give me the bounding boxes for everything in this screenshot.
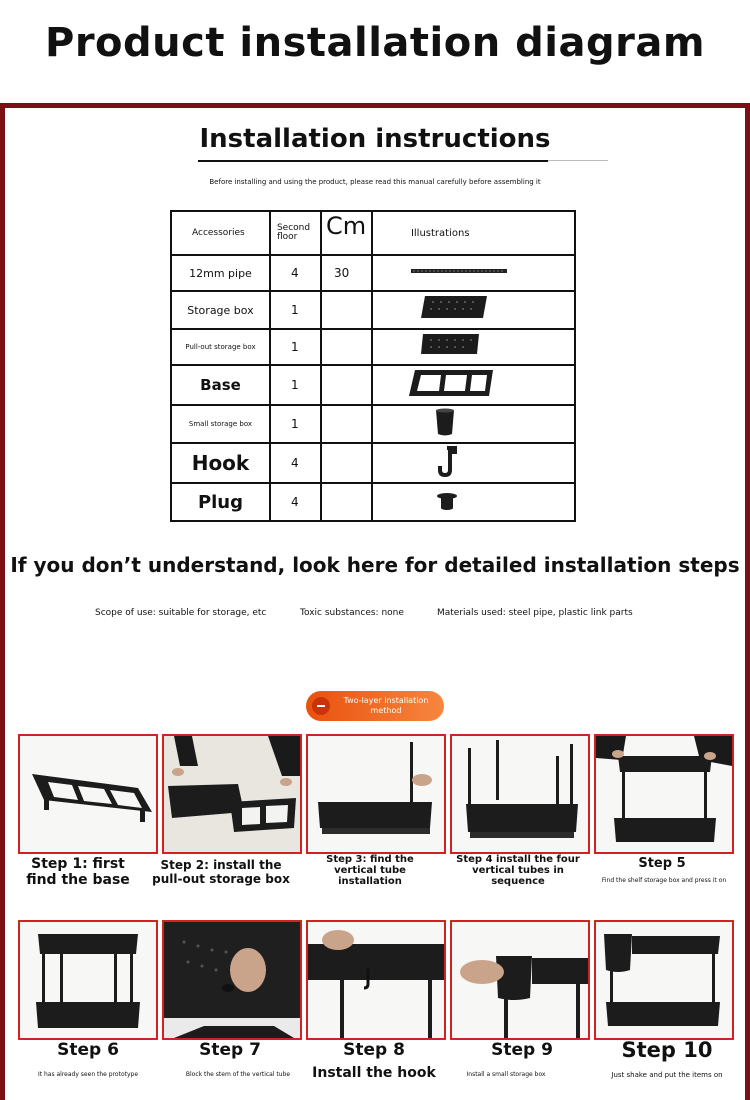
row-cm xyxy=(321,329,372,365)
badge-icon xyxy=(312,697,330,715)
step-5-note: Find the shelf storage box and press it on xyxy=(601,877,727,884)
finished-rack-icon xyxy=(596,922,732,1038)
storage-box-icon xyxy=(373,292,569,324)
read-manual-note: Before installing and using the product, please read this manual carefully before assembling it xyxy=(209,178,541,186)
step-9-image xyxy=(450,920,590,1040)
table-row xyxy=(171,255,575,291)
shelf-press-icon xyxy=(596,736,732,852)
row-cm: 30 xyxy=(321,255,372,291)
table-row xyxy=(171,443,575,483)
four-tubes-icon xyxy=(452,736,588,852)
row-qty: 4 xyxy=(270,443,321,483)
row-qty: 4 xyxy=(270,483,321,521)
row-qty: 1 xyxy=(270,405,321,443)
row-name: Plug xyxy=(171,483,270,521)
row-name: Small storage box xyxy=(171,405,270,443)
row-cm xyxy=(321,365,372,405)
plug-install-icon xyxy=(164,922,300,1038)
table-row xyxy=(171,291,575,329)
shelf-prototype-icon xyxy=(20,922,156,1038)
step-9-note: Install a small storage box xyxy=(466,1071,546,1078)
small-box-icon xyxy=(373,406,569,438)
title-underline xyxy=(198,160,548,162)
step-3-image xyxy=(306,734,446,854)
step-8-title: Step 8 xyxy=(343,1040,405,1060)
detailed-steps-heading: If you don’t understand, look here for detailed installation steps xyxy=(10,553,740,577)
table-row xyxy=(171,483,575,521)
header-cm: Cm xyxy=(321,211,372,255)
table-row xyxy=(171,365,575,405)
row-cm xyxy=(321,291,372,329)
step-2-title: Step 2: install the pull-out storage box xyxy=(152,858,290,886)
step-6-image xyxy=(18,920,158,1040)
step-10-image xyxy=(594,920,734,1040)
step-6-note: It has already seen the prototype xyxy=(37,1071,139,1078)
hook-install-icon xyxy=(308,922,444,1038)
title-underline-faint xyxy=(548,160,608,161)
scope-of-use: Scope of use: suitable for storage, etc xyxy=(95,608,267,618)
plug-icon xyxy=(373,484,569,516)
small-box-install-icon xyxy=(452,922,588,1038)
table-header-row xyxy=(171,211,575,255)
pull-out-install-icon xyxy=(164,736,300,852)
two-layer-badge xyxy=(306,691,444,721)
step-3-title: Step 3: find the vertical tube installation xyxy=(326,854,414,887)
hook-icon xyxy=(373,444,569,478)
badge-label: Two-layer installation method xyxy=(343,696,429,715)
step-2-image xyxy=(162,734,302,854)
step-5-image xyxy=(594,734,734,854)
row-cm xyxy=(321,405,372,443)
step-4-title: Step 4 install the four vertical tubes in sequence xyxy=(456,854,580,887)
header-illustrations: Illustrations xyxy=(372,211,575,255)
header-second-floor: Second floor xyxy=(270,211,321,255)
row-name: Pull-out storage box xyxy=(171,329,270,365)
base-frame-icon xyxy=(373,366,569,400)
vertical-tube-install-icon xyxy=(308,736,444,852)
step-8-note: Install the hook xyxy=(312,1065,436,1081)
row-qty: 1 xyxy=(270,329,321,365)
step-10-title: Step 10 xyxy=(621,1038,713,1062)
accessories-table xyxy=(170,210,576,522)
row-name: 12mm pipe xyxy=(171,255,270,291)
instructions-title: Installation instructions xyxy=(199,124,551,154)
pipe-icon xyxy=(373,256,569,286)
page-title: Product installation diagram xyxy=(45,20,705,66)
step-4-image xyxy=(450,734,590,854)
materials-used: Materials used: steel pipe, plastic link parts xyxy=(437,608,633,618)
row-cm xyxy=(321,483,372,521)
pull-out-box-icon xyxy=(373,330,569,360)
step-8-image xyxy=(306,920,446,1040)
step-6-title: Step 6 xyxy=(57,1040,119,1060)
step-10-note: Just shake and put the items on xyxy=(611,1071,723,1079)
step-7-image xyxy=(162,920,302,1040)
row-qty: 1 xyxy=(270,365,321,405)
step-7-note: Block the stem of the vertical tube xyxy=(185,1071,291,1078)
row-name: Hook xyxy=(171,443,270,483)
row-name: Base xyxy=(171,365,270,405)
step-5-title: Step 5 xyxy=(638,856,686,871)
row-qty: 1 xyxy=(270,291,321,329)
step-9-title: Step 9 xyxy=(491,1040,553,1060)
row-name: Storage box xyxy=(171,291,270,329)
base-frame-icon xyxy=(20,736,156,852)
toxic-substances: Toxic substances: none xyxy=(300,608,404,618)
step-1-title: Step 1: first find the base xyxy=(26,856,130,888)
row-qty: 4 xyxy=(270,255,321,291)
step-7-title: Step 7 xyxy=(199,1040,261,1060)
step-1-image xyxy=(18,734,158,854)
header-accessories: Accessories xyxy=(171,211,270,255)
table-row xyxy=(171,405,575,443)
table-row xyxy=(171,329,575,365)
row-cm xyxy=(321,443,372,483)
